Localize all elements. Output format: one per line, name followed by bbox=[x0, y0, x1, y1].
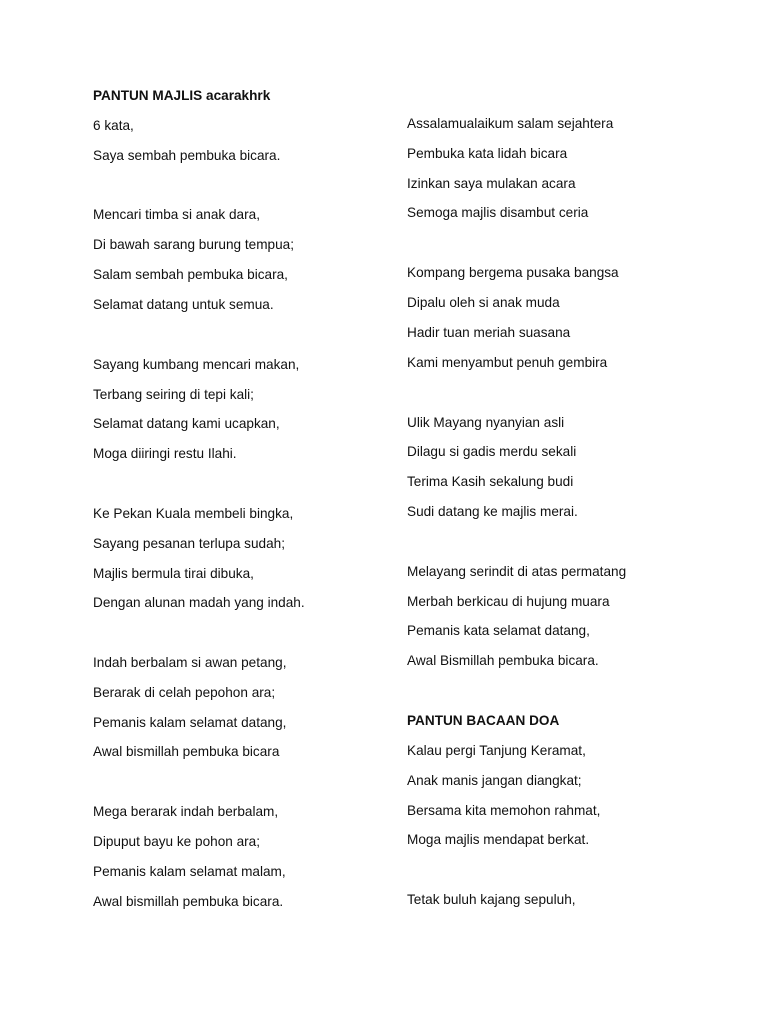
poem-line: Dipuput bayu ke pohon ara; bbox=[93, 834, 261, 849]
poem-line: Sayang kumbang mencari makan, bbox=[93, 357, 300, 372]
poem-line: 6 kata, bbox=[93, 118, 134, 133]
poem-line: Kami menyambut penuh gembira bbox=[407, 355, 608, 370]
poem-line: Awal Bismillah pembuka bicara. bbox=[407, 653, 599, 668]
poem-line: Terbang seiring di tepi kali; bbox=[93, 387, 254, 402]
poem-line: Dengan alunan madah yang indah. bbox=[93, 595, 305, 610]
poem-line: Berarak di celah pepohon ara; bbox=[93, 685, 276, 700]
poem-line: Dilagu si gadis merdu sekali bbox=[407, 444, 577, 459]
poem-line: Dipalu oleh si anak muda bbox=[407, 295, 560, 310]
poem-line: Anak manis jangan diangkat; bbox=[407, 773, 582, 788]
poem-line: Sudi datang ke majlis merai. bbox=[407, 504, 578, 519]
poem-line: Selamat datang kami ucapkan, bbox=[93, 416, 280, 431]
poem-line: Pemanis kalam selamat datang, bbox=[93, 715, 287, 730]
poem-line: Assalamualaikum salam sejahtera bbox=[407, 116, 614, 131]
poem-line: Izinkan saya mulakan acara bbox=[407, 176, 576, 191]
poem-line: Mega berarak indah berbalam, bbox=[93, 804, 279, 819]
poem-line: Ulik Mayang nyanyian asli bbox=[407, 415, 565, 430]
poem-line: Pembuka kata lidah bicara bbox=[407, 146, 568, 161]
poem-line: Kompang bergema pusaka bangsa bbox=[407, 265, 619, 280]
poem-line: Kalau pergi Tanjung Keramat, bbox=[407, 743, 586, 758]
poem-line: Ke Pekan Kuala membeli bingka, bbox=[93, 506, 294, 521]
poem-line: Melayang serindit di atas permatang bbox=[407, 564, 627, 579]
poem-line: Saya sembah pembuka bicara. bbox=[93, 148, 281, 163]
poem-line: Merbah berkicau di hujung muara bbox=[407, 594, 610, 609]
poem-line: Moga diiringi restu Ilahi. bbox=[93, 446, 237, 461]
poem-line: Pemanis kata selamat datang, bbox=[407, 623, 590, 638]
poem-line: Majlis bermula tirai dibuka, bbox=[93, 566, 254, 581]
poem-line: Hadir tuan meriah suasana bbox=[407, 325, 571, 340]
poem-line: Awal bismillah pembuka bicara bbox=[93, 744, 280, 759]
poem-line: Di bawah sarang burung tempua; bbox=[93, 237, 295, 252]
poem-line: Selamat datang untuk semua. bbox=[93, 297, 274, 312]
poem-line: Tetak buluh kajang sepuluh, bbox=[407, 892, 576, 907]
document-title: PANTUN MAJLIS acarakhrk bbox=[93, 88, 271, 103]
poem-line: Moga majlis mendapat berkat. bbox=[407, 832, 590, 847]
poem-line: Bersama kita memohon rahmat, bbox=[407, 803, 601, 818]
poem-line: Pemanis kalam selamat malam, bbox=[93, 864, 286, 879]
poem-line: Mencari timba si anak dara, bbox=[93, 207, 260, 222]
poem-line: Awal bismillah pembuka bicara. bbox=[93, 894, 284, 909]
poem-line: Semoga majlis disambut ceria bbox=[407, 205, 589, 220]
poem-line: Indah berbalam si awan petang, bbox=[93, 655, 287, 670]
poem-line: Terima Kasih sekalung budi bbox=[407, 474, 574, 489]
section-heading: PANTUN BACAAN DOA bbox=[407, 713, 560, 728]
poem-line: Sayang pesanan terlupa sudah; bbox=[93, 536, 285, 551]
poem-line: Salam sembah pembuka bicara, bbox=[93, 267, 288, 282]
